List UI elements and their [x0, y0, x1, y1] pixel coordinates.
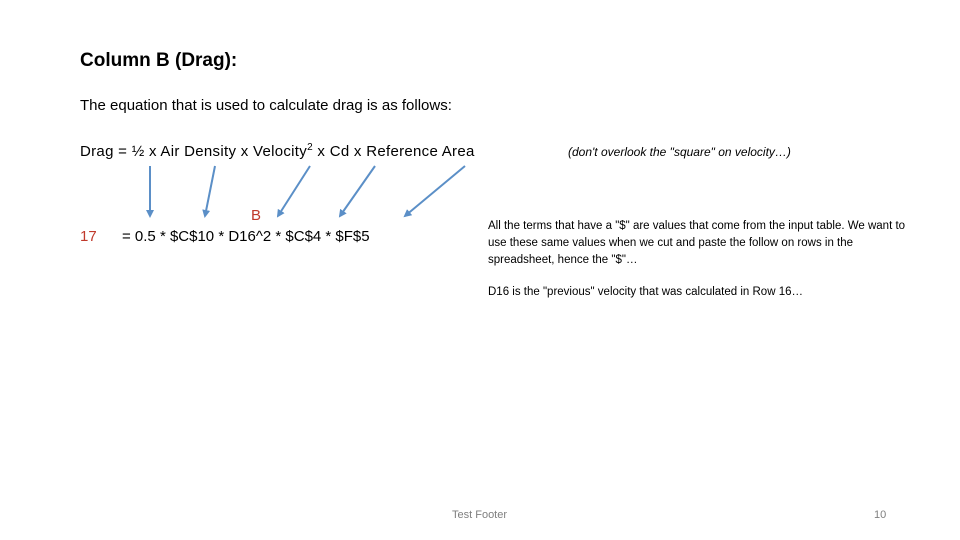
equation-lhs: Drag = ½ x Air Density x Velocity [80, 143, 308, 160]
row-number: 17 [80, 228, 97, 245]
intro-text: The equation that is used to calculate drag is as follows: [80, 97, 452, 114]
arrow-velocity [278, 166, 310, 216]
arrow-air-density [205, 166, 215, 216]
arrow-cd [340, 166, 375, 216]
square-note: (don't overlook the "square" on velocity…) [568, 145, 791, 159]
explanation-text-2: D16 is the "previous" velocity that was calculated in Row 16… [488, 286, 803, 298]
spreadsheet-formula: = 0.5 * $C$10 * D16^2 * $C$4 * $F$5 [122, 228, 370, 245]
equation-exponent: 2 [307, 142, 313, 153]
equation-rhs: x Cd x Reference Area [312, 143, 475, 160]
page-number: 10 [874, 509, 887, 521]
arrow-reference-area [405, 166, 465, 216]
footer-text: Test Footer [452, 509, 508, 521]
slide-title: Column B (Drag): [80, 50, 238, 71]
column-letter: B [251, 207, 262, 224]
explanation-text: All the terms that have a "$" are values that come from the input table. We want to use these same values when we cut and paste the follow on rows in the spreadsheet, hence the "$"… [488, 220, 906, 266]
